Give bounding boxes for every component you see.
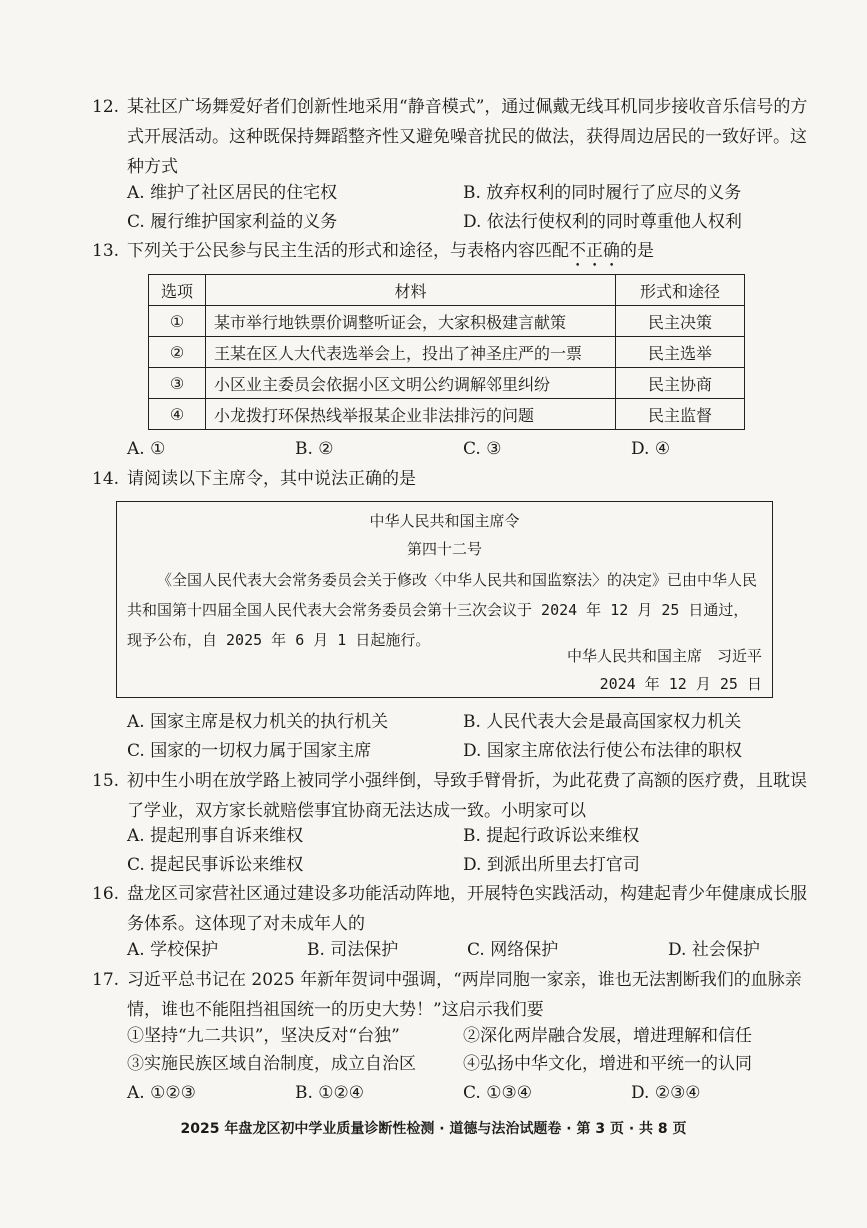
row-material: 小区业主委员会依据小区文明公约调解邻里纠纷 bbox=[206, 368, 616, 399]
option-d: D. 到派出所里去打官司 bbox=[463, 855, 640, 875]
question-number: 12. bbox=[92, 97, 120, 117]
option-b: B. 提起行政诉讼来维权 bbox=[463, 826, 640, 846]
table-row bbox=[149, 306, 745, 337]
q13-table bbox=[148, 274, 745, 430]
row-option: ③ bbox=[149, 368, 206, 399]
page-footer: 2025 年盘龙区初中学业质量诊断性检测 · 道德与法治试题卷 · 第 3 页 · 共 8 页 bbox=[180, 1121, 687, 1137]
option-c: C. 国家的一切权力属于国家主席 bbox=[127, 741, 372, 761]
row-option: ② bbox=[149, 337, 206, 368]
option-a: A. 维护了社区居民的住宅权 bbox=[127, 183, 338, 203]
question-15 bbox=[92, 766, 812, 826]
question-number: 16. bbox=[92, 884, 120, 904]
table-header-row bbox=[149, 275, 745, 306]
option-d: D. 社会保护 bbox=[668, 940, 760, 960]
option-a: A. 提起刑事自诉来维权 bbox=[127, 826, 304, 846]
option-a: A. 学校保护 bbox=[127, 940, 219, 960]
option-a: A. ①②③ bbox=[127, 1083, 196, 1103]
question-stem bbox=[127, 236, 812, 271]
option-b: B. 人民代表大会是最高国家权力机关 bbox=[463, 712, 742, 732]
header-option: 选项 bbox=[149, 275, 206, 306]
row-form: 民主协商 bbox=[616, 368, 745, 399]
option-a: A. 国家主席是权力机关的执行机关 bbox=[127, 712, 389, 732]
question-number: 13. bbox=[92, 241, 120, 261]
statement-3: ③实施民族区域自治制度，成立自治区 bbox=[127, 1054, 416, 1074]
row-form: 民主决策 bbox=[616, 306, 745, 337]
row-option: ① bbox=[149, 306, 206, 337]
presidential-decree-box bbox=[116, 501, 773, 698]
row-form: 民主监督 bbox=[616, 399, 745, 430]
option-b: B. 司法保护 bbox=[307, 940, 399, 960]
row-option: ④ bbox=[149, 399, 206, 430]
option-d: D. 依法行使权利的同时尊重他人权利 bbox=[463, 212, 742, 232]
row-material: 小龙拨打环保热线举报某企业非法排污的问题 bbox=[206, 399, 616, 430]
option-c: C. 提起民事诉讼来维权 bbox=[127, 855, 304, 875]
option-d: D. ④ bbox=[631, 439, 671, 459]
question-number: 14. bbox=[92, 469, 120, 489]
statement-4: ④弘扬中华文化，增进和平统一的认同 bbox=[463, 1054, 752, 1074]
question-number: 15. bbox=[92, 771, 120, 791]
decree-date: 2024 年 12 月 25 日 bbox=[599, 675, 762, 693]
decree-title: 中华人民共和国主席令 bbox=[369, 512, 520, 530]
table-row bbox=[149, 337, 745, 368]
option-d: D. ②③④ bbox=[631, 1083, 701, 1103]
question-17 bbox=[92, 965, 812, 1025]
question-16 bbox=[92, 879, 812, 939]
statement-1: ①坚持“九二共识”，坚决反对“台独” bbox=[127, 1026, 400, 1046]
header-material: 材料 bbox=[206, 275, 616, 306]
question-14 bbox=[92, 464, 812, 494]
option-b: B. ② bbox=[295, 439, 334, 459]
option-c: C. ③ bbox=[463, 439, 502, 459]
question-13 bbox=[92, 236, 812, 271]
option-b: B. 放弃权利的同时履行了应尽的义务 bbox=[463, 183, 742, 203]
statement-2: ②深化两岸融合发展，增进理解和信任 bbox=[463, 1026, 752, 1046]
row-material: 王某在区人大代表选举会上，投出了神圣庄严的一票 bbox=[206, 337, 616, 368]
row-material: 某市举行地铁票价调整听证会，大家积极建言献策 bbox=[206, 306, 616, 337]
decree-signer: 中华人民共和国主席 习近平 bbox=[566, 647, 762, 665]
option-c: C. ①③④ bbox=[463, 1083, 532, 1103]
decree-number: 第四十二号 bbox=[406, 540, 482, 558]
header-form: 形式和途径 bbox=[616, 275, 745, 306]
option-b: B. ①②④ bbox=[295, 1083, 365, 1103]
row-form: 民主选举 bbox=[616, 337, 745, 368]
option-c: C. 履行维护国家利益的义务 bbox=[127, 212, 338, 232]
table-row bbox=[149, 368, 745, 399]
option-c: C. 网络保护 bbox=[467, 940, 559, 960]
table-row bbox=[149, 399, 745, 430]
question-12 bbox=[92, 92, 812, 182]
question-stem: 某社区广场舞爱好者们创新性地采用“静音模式”，通过佩戴无线耳机同步接收音乐信号的方式开展活动。这种既保持舞蹈整齐性又避免噪音扰民的做法，获得周边居民的一致好评。这种方式 bbox=[127, 97, 808, 177]
option-d: D. 国家主席依法行使公布法律的职权 bbox=[463, 741, 742, 761]
stem-text: 下列关于公民参与民主生活的形式和途径，与表格内容匹配 bbox=[127, 241, 569, 261]
stem-emphasis: 不正确 bbox=[569, 241, 620, 261]
question-stem: 习近平总书记在 2025 年新年贺词中强调，“两岸同胞一家亲，谁也无法割断我们的血脉亲情，谁也不能阻挡祖国统一的历史大势！”这启示我们要 bbox=[127, 970, 802, 1020]
question-stem: 盘龙区司家营社区通过建设多功能活动阵地，开展特色实践活动，构建起青少年健康成长服务体系。这体现了对未成年人的 bbox=[127, 884, 807, 934]
decree-body: 《全国人民代表大会常务委员会关于修改〈中华人民共和国监察法〉的决定》已由中华人民共和国第十四届全国人民代表大会常务委员会第十三次会议于 2024 年 12 月 25 日通过，现予公布，自 2025 年 6 月 1 日起施行。 bbox=[127, 571, 758, 649]
question-number: 17. bbox=[92, 970, 120, 990]
question-stem: 初中生小明在放学路上被同学小强绊倒，导致手臂骨折，为此花费了高额的医疗费，且耽误了学业，双方家长就赔偿事宜协商无法达成一致。小明家可以 bbox=[127, 771, 807, 821]
option-a: A. ① bbox=[127, 439, 166, 459]
question-stem: 请阅读以下主席令，其中说法正确的是 bbox=[127, 469, 416, 489]
stem-text-end: 的是 bbox=[620, 241, 654, 261]
